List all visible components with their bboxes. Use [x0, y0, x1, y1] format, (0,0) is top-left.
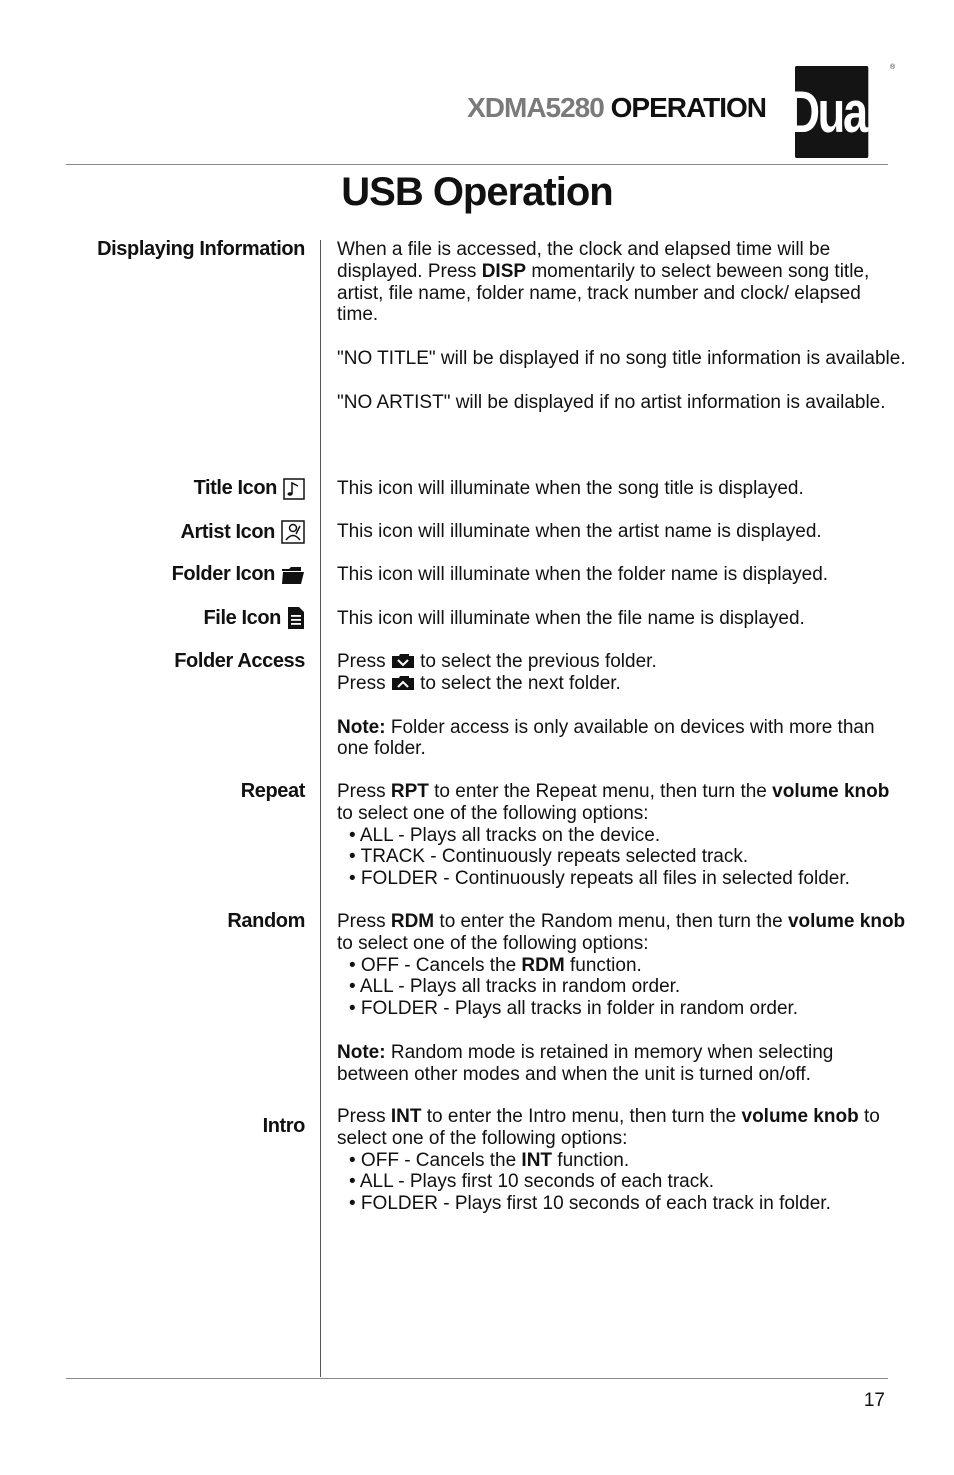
- intro-option-folder: • FOLDER - Plays first 10 seconds of each track in folder.: [349, 1193, 831, 1215]
- intro-option-all: • ALL - Plays first 10 seconds of each track.: [349, 1171, 715, 1193]
- repeat-option-all: • ALL - Plays all tracks on the device.: [349, 824, 661, 846]
- folder-next-line: Press to select the next folder.: [337, 672, 621, 694]
- folder-access-note: Note: Folder access is only available on devices with more than one folder.: [337, 716, 875, 760]
- model-number: XDMA5280: [467, 92, 604, 123]
- folder-icon: [281, 564, 305, 586]
- folder-access-body: [337, 651, 907, 760]
- random-body: [337, 911, 907, 1086]
- music-note-icon: [283, 478, 305, 500]
- displaying-information-body: [337, 239, 907, 414]
- column-divider: [320, 240, 321, 1377]
- label-folder-icon: Folder Icon: [172, 563, 305, 586]
- header-divider: [66, 164, 888, 165]
- page-title: USB Operation: [341, 170, 613, 214]
- random-option-off: • OFF - Cancels the RDM function.: [349, 954, 642, 976]
- label-folder-access: Folder Access: [174, 650, 305, 672]
- folder-down-button-icon: [391, 653, 415, 669]
- repeat-option-track: • TRACK - Continuously repeats selected track.: [349, 846, 749, 868]
- logo-text: Dual: [787, 79, 876, 145]
- repeat-option-folder: • FOLDER - Continuously repeats all files in selected folder.: [349, 868, 850, 890]
- page-number: 17: [863, 1390, 885, 1411]
- label-random: Random: [227, 910, 305, 932]
- random-note: Note: Random mode is retained in memory when selecting between other modes and when the unit is turned on/off.: [337, 1041, 834, 1085]
- artist-icon: [281, 520, 305, 544]
- repeat-body: [337, 781, 907, 890]
- folder-up-button-icon: [391, 675, 415, 691]
- label-intro: Intro: [262, 1115, 305, 1137]
- random-option-folder: • FOLDER - Plays all tracks in folder in random order.: [349, 998, 799, 1020]
- intro-instruction: Press INT to enter the Intro menu, then turn the volume knob to select one of the following options:: [337, 1106, 880, 1149]
- header-model-title: [380, 92, 766, 124]
- title-icon-text: This icon will illuminate when the song title is displayed.: [337, 478, 804, 499]
- label-artist-icon: Artist Icon: [181, 520, 306, 544]
- dual-logo: [787, 66, 876, 158]
- registered-mark: ®: [890, 64, 896, 71]
- displaying-paragraph-2: "NO TITLE" will be displayed if no song title information is available.: [337, 348, 906, 370]
- file-icon-text: This icon will illuminate when the file name is displayed.: [337, 608, 805, 629]
- label-title-icon: Title Icon: [194, 477, 305, 500]
- folder-icon-text: This icon will illuminate when the folder name is displayed.: [337, 564, 829, 585]
- section-name: OPERATION: [610, 92, 766, 123]
- intro-option-off: • OFF - Cancels the INT function.: [349, 1149, 630, 1171]
- random-option-all: • ALL - Plays all tracks in random order.: [349, 976, 681, 998]
- footer-divider: [66, 1378, 888, 1379]
- displaying-paragraph-1: When a file is accessed, the clock and elapsed time will be displayed. Press DISP momentarily to select beween song title, artist, file name, folder name, track number and clock/ elapsed time.: [337, 239, 870, 326]
- label-repeat: Repeat: [240, 780, 305, 802]
- random-instruction: Press RDM to enter the Random menu, then turn the volume knob to select one of the following options:: [337, 911, 906, 954]
- intro-body: [337, 1106, 907, 1215]
- label-displaying-information: Displaying Information: [97, 238, 305, 260]
- file-icon: [287, 606, 305, 630]
- folder-prev-line: Press to select the previous folder.: [337, 651, 657, 672]
- artist-icon-text: This icon will illuminate when the artist name is displayed.: [337, 521, 822, 542]
- repeat-instruction: Press RPT to enter the Repeat menu, then turn the volume knob to select one of the following options:: [337, 781, 890, 824]
- displaying-paragraph-3: "NO ARTIST" will be displayed if no artist information is available.: [337, 391, 886, 413]
- label-file-icon: File Icon: [203, 606, 305, 630]
